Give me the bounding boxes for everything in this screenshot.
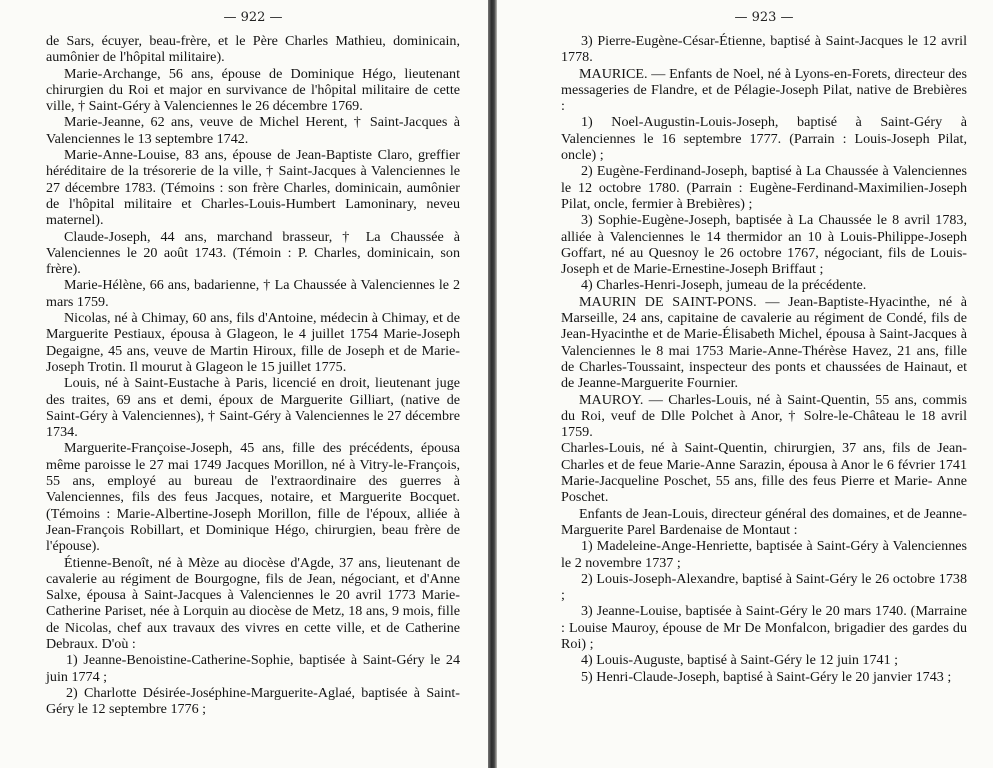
- paragraph: Marie-Archange, 56 ans, épouse de Dominique Hégo, lieutenant chirurgien du Roi et major en survivance de l'hôpital militaire de cette ville, † Saint-Géry à Valenciennes le 26 décembre 1769.: [46, 65, 460, 115]
- right-page: [497, 0, 993, 768]
- paragraph: MAURICE. — Enfants de Noel, né à Lyons-en-Forets, directeur des messageries de Flandre, et de Pélagie-Joseph Pilat, native de Brebières :: [561, 65, 967, 115]
- left-page: [0, 0, 488, 768]
- paragraph: Marie-Hélène, 66 ans, badarienne, † La Chaussée à Valenciennes le 2 mars 1759.: [46, 277, 460, 310]
- list-item: 2) Louis-Joseph-Alexandre, baptisé à Saint-Géry le 26 octobre 1738 ;: [561, 570, 967, 604]
- list-item: 1) Jeanne-Benoistine-Catherine-Sophie, baptisée à Saint-Géry le 24 juin 1774 ;: [46, 652, 460, 685]
- list-item: 3) Jeanne-Louise, baptisée à Saint-Géry le 20 mars 1740. (Marraine : Louise Mauroy, épouse de Mr De Monfalcon, brigadier des gardes du Roi) ;: [561, 603, 967, 652]
- paragraph: Enfants de Jean-Louis, directeur général des domaines, et de Jeanne-Marguerite Parel Bardenaise de Montaut :: [561, 505, 967, 538]
- paragraph: Nicolas, né à Chimay, 60 ans, fils d'Antoine, médecin à Chimay, et de Marguerite Pestiaux, épousa à Glageon, le 4 juillet 1754 Marie-Joseph Degaigne, 45 ans, veuve de Martin Hiroux, fille de Joseph et de Marie-Joseph Trotin. Il mourut à Glageon le 15 juillet 1775.: [46, 310, 460, 375]
- paragraph: MAUROY. — Charles-Louis, né à Saint-Quentin, 55 ans, commis du Roi, veuf de Dlle Polchet à Anor, † Solre-le-Château le 18 avril 1759.: [561, 391, 967, 441]
- paragraph: Étienne-Benoît, né à Mèze au diocèse d'Agde, 37 ans, lieutenant de cavalerie au régiment de Bourgogne, fils de Jean, négociant, et d'Anne Salxe, épousa à Saint-Jacques à Valenciennes le 20 avril 1773 Marie-Catherine Pariset, née à Lorquin au diocèse de Metz, 18 ans, 9 mois, fille de Nicolas, chef aux travaux des vivres en cette ville, et de Catherine Debraux. D'où :: [46, 554, 460, 652]
- paragraph: Marie-Jeanne, 62 ans, veuve de Michel Herent, † Saint-Jacques à Valenciennes le 13 septembre 1742.: [46, 114, 460, 147]
- list-item: 2) Eugène-Ferdinand-Joseph, baptisé à La Chaussée à Valenciennes le 12 octobre 1780. (Parrain : Eugène-Ferdinand-Maximilien-Joseph Pilat, oncle, fermier à Brebières) ;: [561, 163, 967, 212]
- list-item: 4) Charles-Henri-Joseph, jumeau de la précédente.: [581, 277, 867, 294]
- list-item: 3) Pierre-Eugène-César-Étienne, baptisé à Saint-Jacques le 12 avril 1778.: [561, 33, 967, 66]
- list-item: 1) Noel-Augustin-Louis-Joseph, baptisé à Saint-Géry à Valenciennes le 16 septembre 1777. (Parrain : Louis-Joseph Pilat, oncle) ;: [561, 114, 967, 164]
- paragraph: Claude-Joseph, 44 ans, marchand brasseur, † La Chaussée à Valenciennes le 20 août 1743. (Témoin : P. Charles, dominicain, son frère).: [46, 228, 460, 278]
- paragraph: de Sars, écuyer, beau-frère, et le Père Charles Mathieu, dominicain, aumônier de l'hôpital militaire).: [46, 33, 460, 66]
- paragraph: MAURIN DE SAINT-PONS. — Jean-Baptiste-Hyacinthe, né à Marseille, 24 ans, capitaine de cavalerie au régiment de Condé, fils de Jean-Hyacinthe et de Marie-Élisabeth Michel, épousa à Saint-Jacques à Valenciennes le 8 mai 1753 Marie-Anne-Thérèse Havez, 21 ans, fille de Charles-Toussaint, inspecteur des ponts et chaussées de Hainaut, et de Jeanne-Marguerite Fournier.: [561, 293, 967, 392]
- paragraph: Marguerite-Françoise-Joseph, 45 ans, fille des précédents, épousa même paroisse le 27 mai 1749 Jacques Morillon, né à Vitry-le-François, 55 ans, employé au bureau de l'extraordinaire des guerres à Valenciennes, fils des feus Jacques, notaire, et Marguerite Bocquet. (Témoins : Marie-Albertine-Joseph Morillon, fille de l'époux, alliée à Jean-François Robillart, et Dominique Hégo, chirurgien, beau frère de l'épouse).: [46, 440, 460, 555]
- list-item: 4) Louis-Auguste, baptisé à Saint-Géry le 12 juin 1741 ;: [581, 652, 899, 669]
- book-gutter: [488, 0, 497, 768]
- left-page-number: — 922 —: [223, 10, 283, 25]
- left-page-text: [46, 33, 460, 717]
- list-item: 2) Charlotte Désirée-Joséphine-Marguerite-Aglaé, baptisée à Saint-Géry le 12 septembre 1776 ;: [46, 684, 460, 718]
- paragraph: Charles-Louis, né à Saint-Quentin, chirurgien, 37 ans, fils de Jean-Charles et de feue Marie-Anne Sarazin, épousa à Anor le 6 février 1741 Marie-Jacqueline Poschet, 55 ans, fille des feus Pierre et Marie- Anne Poschet.: [561, 440, 967, 506]
- list-item: 5) Henri-Claude-Joseph, baptisé à Saint-Géry le 20 janvier 1743 ;: [581, 668, 952, 685]
- paragraph: Louis, né à Saint-Eustache à Paris, licencié en droit, lieutenant juge des traites, 69 ans et demi, époux de Marguerite Gilliart, (native de Saint-Géry à Valenciennes), † Saint-Géry à Valenciennes le 27 décembre 1734.: [46, 375, 460, 441]
- list-item: 1) Madeleine-Ange-Henriette, baptisée à Saint-Géry à Valenciennes le 2 novembre 1737 ;: [561, 538, 967, 571]
- right-page-text: [561, 33, 967, 685]
- list-item: 3) Sophie-Eugène-Joseph, baptisée à La Chaussée le 8 avril 1783, alliée à Valenciennes le 14 thermidor an 10 à Louis-Philippe-Joseph Goffart, né au Quesnoy le 26 octobre 1767, négociant, fils de Louis-Joseph et de Marie-Ernestine-Joseph Briffaut ;: [561, 212, 967, 278]
- right-page-number: — 923 —: [734, 10, 794, 25]
- paragraph: Marie-Anne-Louise, 83 ans, épouse de Jean-Baptiste Claro, greffier héréditaire de la trésorerie de la ville, † Saint-Jacques à Valenciennes le 27 décembre 1783. (Témoins : son frère Charles, dominicain, aumônier de l'hôpital militaire et Charles-Louis-Humbert Lamoninary, neveu maternel).: [46, 147, 460, 229]
